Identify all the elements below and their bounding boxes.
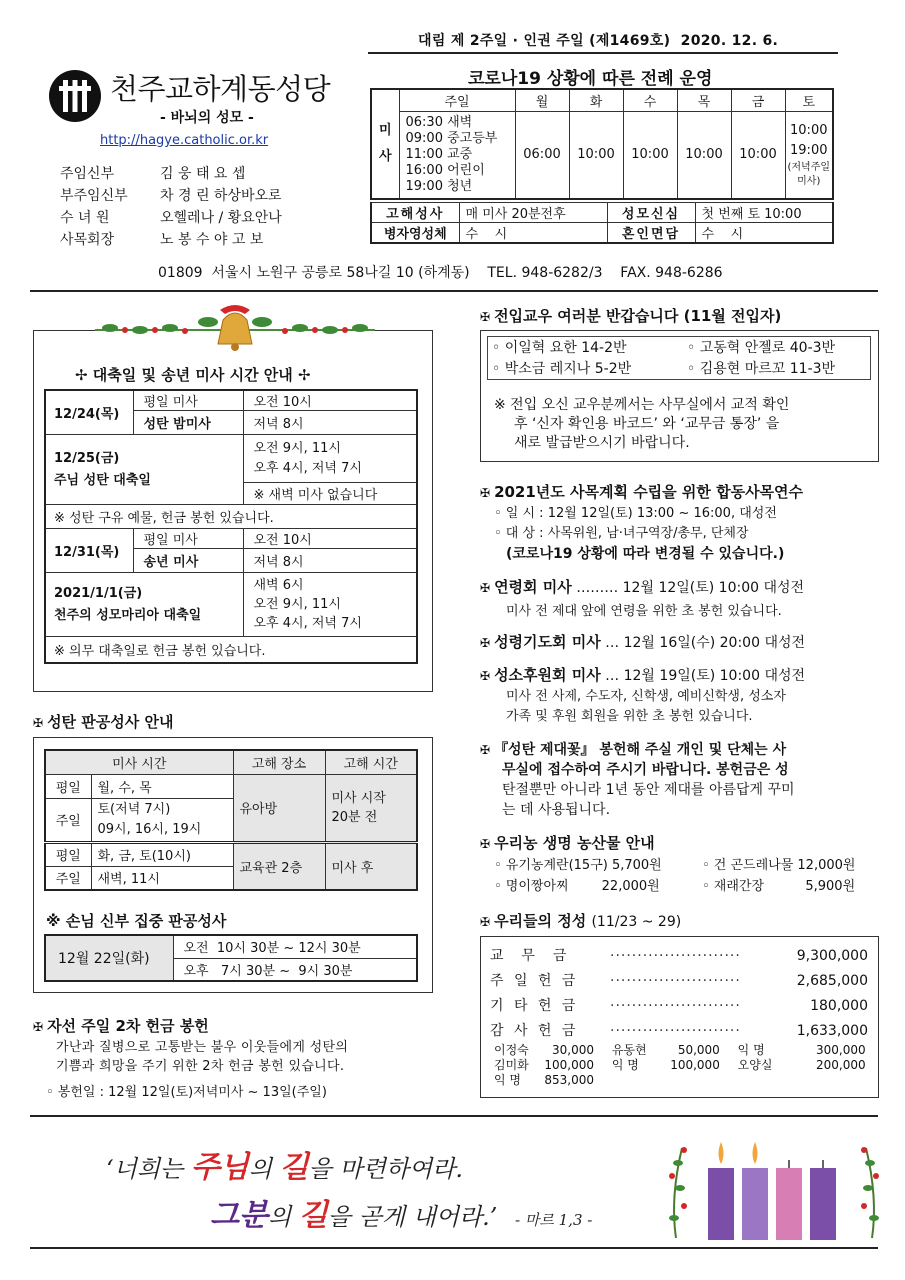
- verse-line-2: 그분의 길을 곧게 내어라.’ - 마르 1,3 -: [210, 1198, 593, 1233]
- confession-title: ✠ 성탄 판공성사 안내: [33, 713, 174, 731]
- donor-row: 이정숙 30,000 유동현 50,000 익 명 300,000: [494, 1043, 866, 1057]
- patron-name: - 바뇌의 성모 -: [160, 110, 254, 126]
- staff-row: 부주임신부 차 경 린 하상바오로: [60, 188, 282, 204]
- list-item: ◦ 이일혁 요한 14-2반 ◦ 고동혁 안젤로 40-3반: [492, 340, 836, 356]
- produce-list: ◦ 유기농계란(15구) 5,700원 ◦ 건 곤드레나물 12,000원 ◦ 명이짱아찌 22,000원 ◦ 재래간장 5,900원: [494, 858, 856, 894]
- cross-icon: ✠: [480, 310, 491, 324]
- charity-date: ◦ 봉헌일 : 12월 12일(토)저녁미사 ~ 13일(주일): [46, 1085, 327, 1100]
- offering-row: 기 타 헌 금 ························ 180,000: [490, 998, 868, 1014]
- cross-icon: ✠: [33, 1020, 44, 1034]
- charity-body: 가난과 질병으로 고통받는 불우 이웃들에게 성탄의 기쁨과 희망을 주기 위한 2차 헌금 봉헌 있습니다.: [56, 1040, 349, 1074]
- cross-icon: ✠: [480, 636, 491, 650]
- event-spirit: ✠ 성령기도회 미사 … 12월 16일(수) 20:00 대성전: [480, 633, 806, 651]
- donor-list: [494, 1043, 866, 1088]
- cross-icon: ✠: [33, 716, 44, 730]
- staff-row: 사목회장 노 봉 수 야 고 보: [60, 232, 264, 248]
- charity-title: ✠ 자선 주일 2차 헌금 봉헌: [33, 1017, 209, 1035]
- cross-icon: ✠: [480, 581, 491, 595]
- cross-icon: ✠: [480, 486, 491, 500]
- christmas-title: ✢ 대축일 및 송년 미사 시간 안내 ✢: [75, 366, 311, 384]
- cross-icon: ✠: [480, 915, 491, 929]
- offering-row: 주 일 헌 금 ························ 2,685,000: [490, 973, 868, 989]
- staff-row: 수 녀 원 오헬레나 / 황요안나: [60, 210, 282, 226]
- workshop-body: ◦ 일 시 : 12월 12일(토) 13:00 ~ 16:00, 대성전 ◦ 대 상 : 사목위원, 남·녀구역장/총무, 단체장 (코로나19 상황에 따라 변경될 수 있습니다.): [494, 506, 785, 562]
- confession-table: 미사 시간 고해 장소 고해 시간 평일 월, 수, 목 유아방 미사 시작 20분 전 주일 토(저녁 7시) 09시, 16시, 19시 평일 화, 금, 토(10시) 교육관 2층 미사 후 주일 새벽, 11시: [44, 749, 418, 891]
- event-vocation-body: 미사 전 사제, 수도자, 신학생, 예비신학생, 성소자 가족 및 후원 회원을 위한 초 봉헌 있습니다.: [506, 689, 786, 724]
- sacraments-table: 고해성사 매 미사 20분전후 성모신심 첫 번째 토 10:00 병자영성체 수 시 혼인면담 수 시: [370, 202, 834, 244]
- newcomers-note: ※ 전입 오신 교우분께서는 사무실에서 교적 확인 후 ‘신자 확인용 바코드’ 와 ‘교무금 통장’ 을 새로 발급받으시기 바랍니다.: [494, 397, 790, 451]
- flowers-section: ✠ 『성탄 제대꽃』 봉헌해 주실 개인 및 단체는 사 무실에 접수하여 주시기 바랍니다. 봉헌금은 성 탄절뿐만 아니라 1년 동안 제대를 아름답게 꾸미 는 데 사용됩니다.: [480, 742, 795, 818]
- cross-icon: ✠: [480, 837, 491, 851]
- offering-row: 감 사 헌 금 ························ 1,633,000: [490, 1023, 868, 1039]
- mass-schedule-table: 미 사 주일 월 화 수 목 금 토 06:30 새벽 09:00 중고등부 11:00 교중 16:00 어린이 19:00 청년 06:00 10:00 10:00 10:00 10:00 10:00 19:00 (저녁주일미사): [370, 88, 834, 200]
- donor-row: 익 명 853,000: [494, 1073, 594, 1087]
- staff-row: 주임신부 김 웅 태 요 셉: [60, 166, 246, 182]
- issue-line: 대림 제 2주일 · 인권 주일 (제1469호) 2020. 12. 6.: [418, 33, 779, 49]
- event-memorial: ✠ 연령회 미사 ……… 12월 12일(토) 10:00 대성전: [480, 578, 805, 596]
- workshop-title: ✠ 2021년도 사목계획 수립을 위한 합동사목연수: [480, 483, 804, 501]
- mass-side-label: 미 사: [371, 89, 399, 199]
- offerings-rows: [490, 944, 870, 1044]
- guest-priest-title: ※ 손님 신부 집중 판공성사: [46, 912, 227, 930]
- christmas-table: 12/24(목) 평일 미사 오전 10시 성탄 밤미사 저녁 8시 12/25(금) 주님 성탄 대축일 오전 9시, 11시 오후 4시, 저녁 7시 ※ 새벽 미사 없습니다 ※ 성탄 구유 예물, 헌금 봉헌 있습니다. 12/31(목) 평일 미사 오전 10시 송년 미사 저녁 8시 2021/1/1(금) 천주의 성모마리아 대축일 새벽 6시 오전 9시, 11시 오후 4시, 저녁 7시 ※ 의무 대축일로 헌금 봉헌 있습니다.: [44, 389, 418, 664]
- advent-candles-icon: [664, 1128, 884, 1242]
- church-name: 천주교하계동성당: [110, 72, 331, 106]
- mass-schedule-title: 코로나19 상황에 따른 전례 운영: [468, 69, 713, 89]
- offering-row: 교 무 금 ························ 9,300,000: [490, 948, 868, 964]
- cross-icon: ✠: [480, 669, 491, 683]
- produce-title: ✠ 우리농 생명 농산물 안내: [480, 834, 655, 852]
- bell-decoration-icon: [90, 300, 380, 356]
- newcomers-title: ✠ 전입교우 여러분 반갑습니다 (11월 전입자): [480, 307, 782, 325]
- offerings-title: ✠ 우리들의 정성 (11/23 ~ 29): [480, 912, 682, 930]
- website-link[interactable]: http://hagye.catholic.or.kr: [100, 133, 269, 148]
- event-memorial-body: 미사 전 제대 앞에 연령을 위한 초 봉헌 있습니다.: [506, 604, 782, 619]
- donor-row: 김미화 100,000 익 명 100,000 오양실 200,000: [494, 1058, 866, 1072]
- event-vocation: ✠ 성소후원회 미사 … 12월 19일(토) 10:00 대성전: [480, 666, 806, 684]
- staff-list: [60, 163, 282, 251]
- cross-icon: ✠: [480, 743, 491, 757]
- church-logo: [47, 68, 103, 124]
- verse-line-1: ‘너희는 주님의 길을 마련하여라.: [106, 1150, 463, 1185]
- guest-priest-table: 12월 22일(화) 오전 10시 30분 ~ 12시 30분 오후 7시 30분 ~ 9시 30분: [44, 934, 418, 982]
- address-line: 01809 서울시 노원구 공릉로 58나길 10 (하계동) TEL. 948-6282/3 FAX. 948-6286: [158, 265, 723, 281]
- list-item: ◦ 박소금 레지나 5-2반 ◦ 김용현 마르꼬 11-3반: [492, 361, 836, 377]
